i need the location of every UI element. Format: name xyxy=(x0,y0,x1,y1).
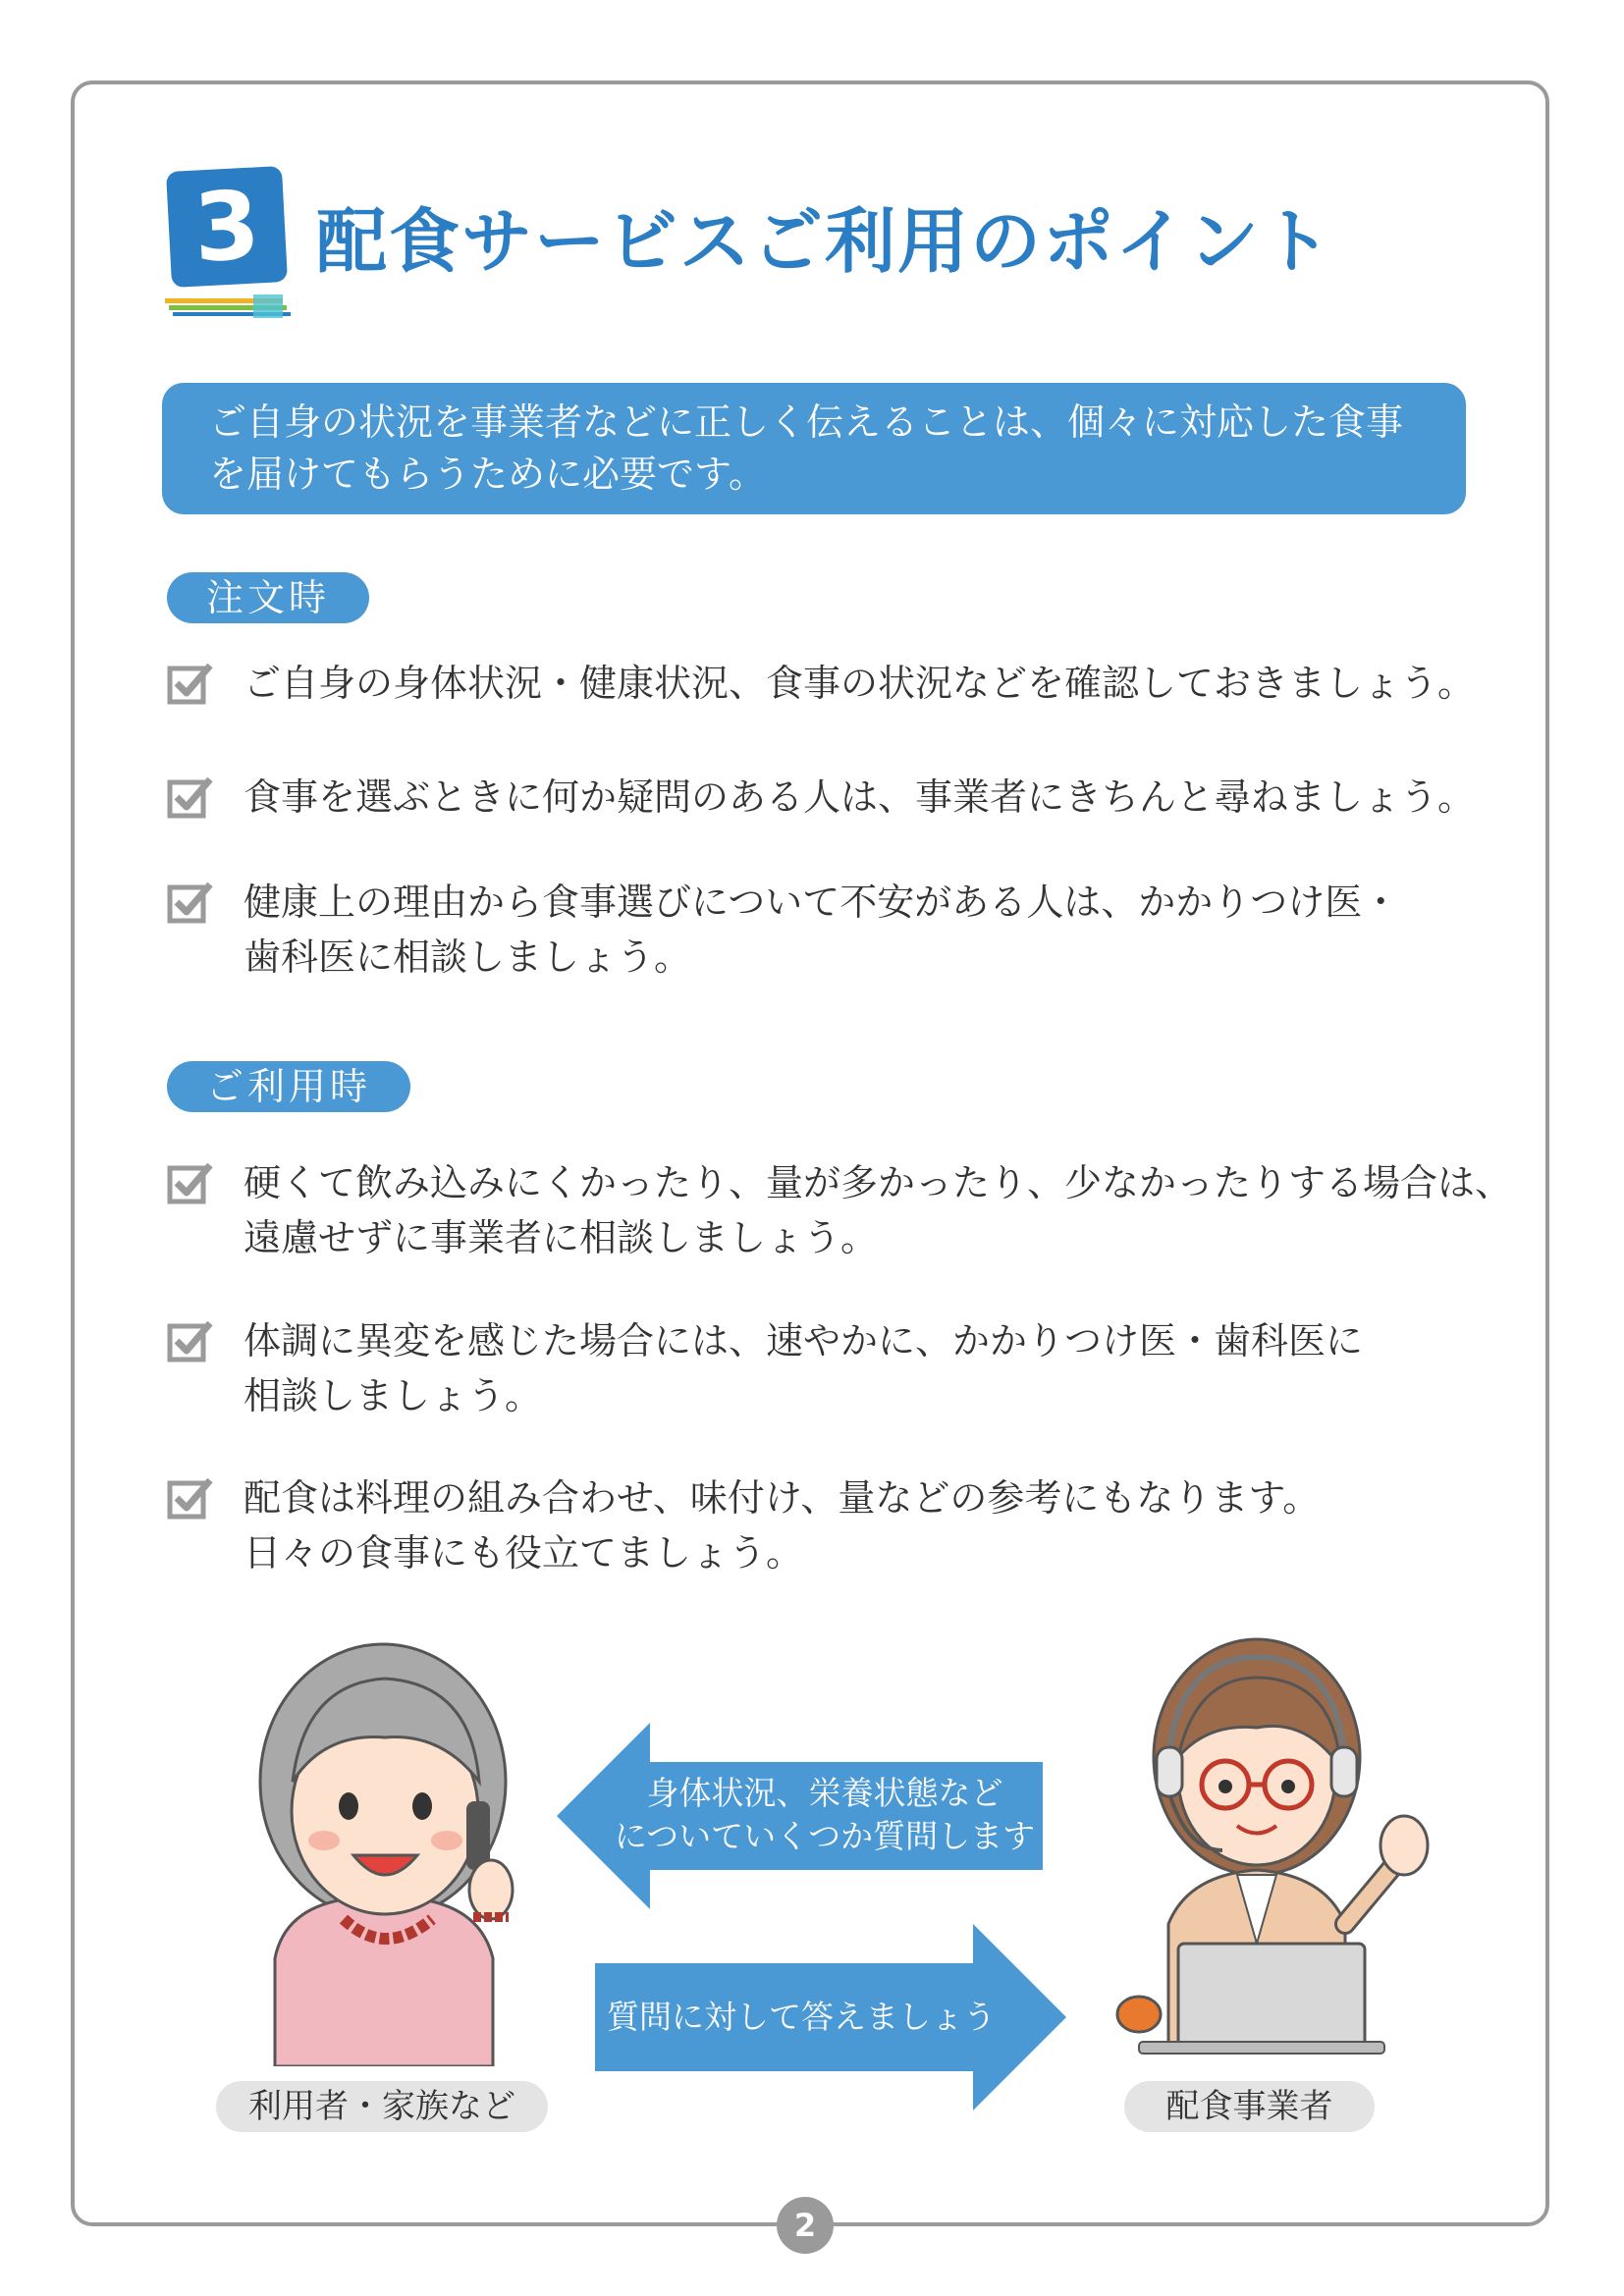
intro-banner xyxy=(162,383,1466,514)
page-title: 配食サービスご利用のポイント xyxy=(316,200,1334,283)
page-number: 2 xyxy=(777,2197,834,2254)
checklist-text xyxy=(244,1155,1512,1265)
user-caption: 利用者・家族など xyxy=(216,2081,548,2132)
checklist-text xyxy=(244,1470,1320,1580)
number-underline-decoration xyxy=(165,294,291,318)
elderly-user-illustration xyxy=(245,1634,530,2066)
arrow-text-line: についていくつか質問します xyxy=(614,1817,1036,1855)
arrow-to-provider-text: 質問に対して答えましょう xyxy=(607,1998,996,2036)
section-number-badge: 3 xyxy=(166,166,288,288)
provider-caption: 配食事業者 xyxy=(1124,2081,1375,2132)
checklist-text xyxy=(244,770,1475,825)
checkbox-checked-icon xyxy=(167,1474,214,1522)
service-provider-illustration xyxy=(1100,1629,1453,2061)
section-label-in-use: ご利用時 xyxy=(167,1061,410,1112)
checklist-text xyxy=(244,1313,1363,1423)
intro-line: ご自身の状況を事業者などに正しく伝えることは、個々に対応した食事 xyxy=(209,400,1404,444)
checkbox-checked-icon xyxy=(167,1317,214,1364)
checklist-line: 健康上の理由から食事選びについて不安がある人は、かかりつけ医・ xyxy=(244,881,1400,924)
checklist-line: 硬くて飲み込みにくかったり、量が多かったり、少なかったりする場合は、 xyxy=(244,1161,1513,1204)
checklist-text xyxy=(244,656,1475,711)
checklist-line: ご自身の身体状況・健康状況、食事の状況などを確認しておきましょう。 xyxy=(244,662,1476,705)
arrow-to-user-text xyxy=(604,1772,1046,1858)
checklist-line: 配食は料理の組み合わせ、味付け、量などの参考にもなります。 xyxy=(244,1476,1321,1520)
section-label-ordering: 注文時 xyxy=(167,572,369,623)
checkbox-checked-icon xyxy=(167,879,214,926)
checkbox-checked-icon xyxy=(167,774,214,821)
checklist-text xyxy=(244,875,1399,985)
arrow-text-line: 身体状況、栄養状態など xyxy=(646,1774,1003,1812)
checklist-line: 相談しましょう。 xyxy=(244,1374,543,1417)
checklist-line: 体調に異変を感じた場合には、速やかに、かかりつけ医・歯科医に xyxy=(244,1319,1364,1362)
checkbox-checked-icon xyxy=(167,1159,214,1206)
checklist-line: 歯科医に相談しましょう。 xyxy=(244,935,692,979)
checklist-line: 遠慮せずに事業者に相談しましょう。 xyxy=(244,1216,879,1259)
checklist-line: 日々の食事にも役立てましょう。 xyxy=(244,1531,804,1575)
checklist-line: 食事を選ぶときに何か疑問のある人は、事業者にきちんと尋ねましょう。 xyxy=(244,775,1476,819)
checkbox-checked-icon xyxy=(167,660,214,707)
intro-line: を届けてもらうために必要です。 xyxy=(209,453,766,496)
